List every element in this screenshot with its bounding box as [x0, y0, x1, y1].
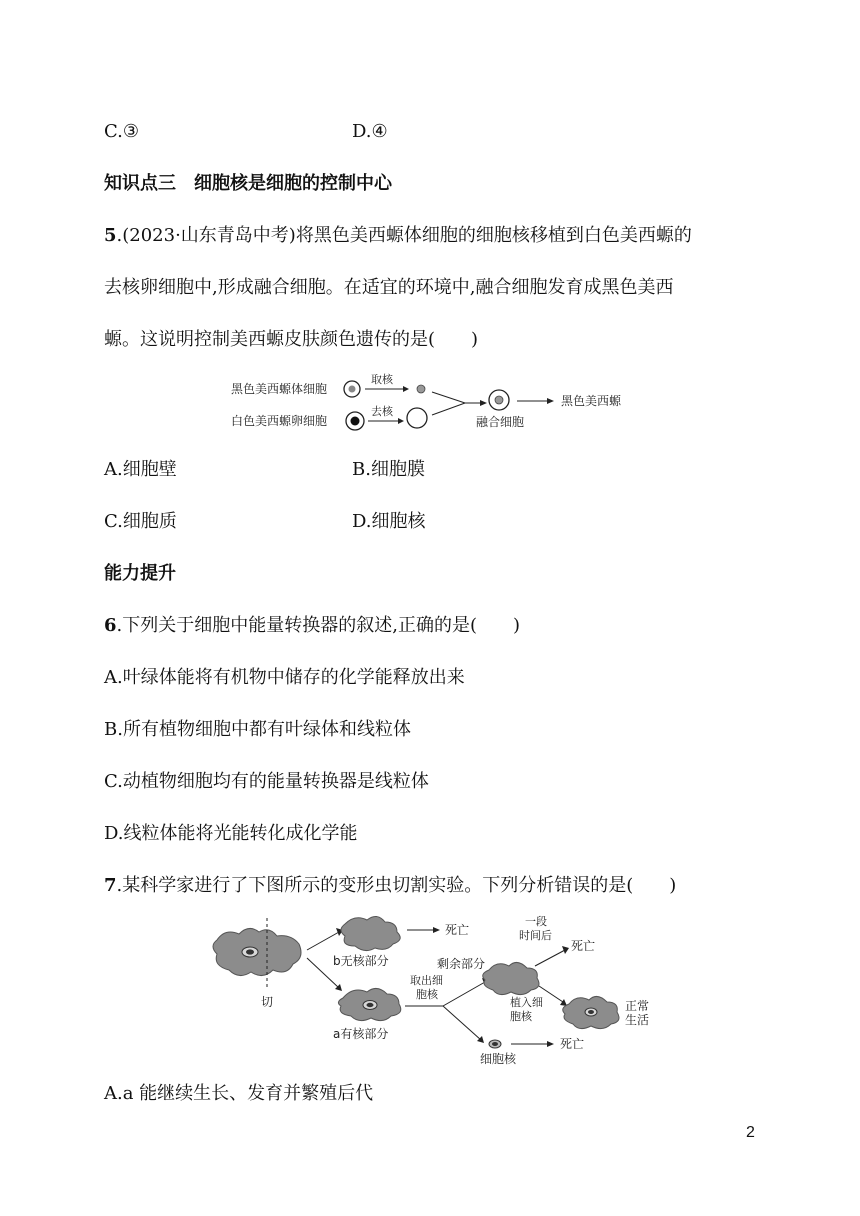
taken-nucleus — [417, 385, 425, 393]
q6-stem — [104, 614, 520, 638]
arrow-take-head — [403, 386, 409, 392]
label-result: 黑色美西螈 — [561, 394, 622, 408]
page-number: 2 — [746, 1124, 755, 1141]
q5-stem-line2: 去核卵细胞中,形成融合细胞。在适宜的环境中,融合细胞发育成黑色美西 — [104, 277, 674, 298]
a-part-nucleus-core — [367, 1003, 374, 1007]
b-to-death-head — [433, 927, 440, 933]
q7-text: .某科学家进行了下图所示的变形虫切割实验。下列分析错误的是( ) — [116, 875, 677, 896]
q7-number: 7 — [104, 875, 117, 896]
label-implant-2: 胞核 — [510, 1010, 532, 1023]
label-death3: 死亡 — [560, 1037, 585, 1051]
label-cut: 切 — [261, 995, 274, 1009]
label-normal-1: 正常 — [625, 999, 650, 1013]
remaining-to-death-head — [562, 946, 569, 954]
label-normal-2: 生活 — [625, 1013, 650, 1027]
q5-text-line1: .(2023·山东青岛中考)将黑色美西螈体细胞的细胞核移植到白色美西螈的 — [116, 225, 692, 246]
isolated-nucleus-core — [492, 1042, 498, 1046]
branch-to-b — [307, 932, 339, 950]
label-take-nucleus-2: 胞核 — [416, 988, 438, 1001]
nuclear-transfer-diagram — [225, 370, 645, 434]
label-period-2: 时间后 — [519, 929, 552, 942]
q5-option-d: D.细胞核 — [352, 511, 426, 532]
remaining-to-death-line — [535, 950, 565, 966]
q5-stem-line3: 螈。这说明控制美西螈皮肤颜色遗传的是( ) — [104, 329, 479, 350]
fused-cell-nucleus — [495, 396, 503, 404]
enucleated-egg — [407, 408, 427, 428]
label-take-nucleus-1: 取出细 — [410, 974, 443, 987]
label-white-egg: 白色美西螈卵细胞 — [231, 414, 328, 428]
label-death2: 死亡 — [571, 939, 596, 953]
q5-stem-line1 — [104, 224, 692, 248]
label-a-part: a有核部分 — [333, 1027, 389, 1041]
label-implant-1: 植入细 — [510, 996, 543, 1009]
section-heading: 知识点三 细胞核是细胞的控制中心 — [104, 173, 392, 194]
q6-option-a: A.叶绿体能将有机物中储存的化学能释放出来 — [104, 667, 465, 688]
ability-heading: 能力提升 — [104, 563, 176, 584]
merge-arrow-head — [480, 400, 487, 406]
black-cell-nucleus — [349, 386, 356, 393]
label-death1: 死亡 — [445, 923, 470, 937]
merge-line-top — [432, 392, 465, 403]
amoeba-experiment-diagram — [205, 910, 665, 1070]
q6-option-b: B.所有植物细胞中都有叶绿体和线粒体 — [104, 719, 411, 740]
q4-option-d: D.④ — [352, 121, 388, 142]
to-remaining-line — [443, 982, 485, 1006]
q6-number: 6 — [104, 615, 117, 636]
label-fused-cell: 融合细胞 — [476, 415, 525, 429]
merge-line-bottom — [432, 403, 465, 415]
q5-option-b: B.细胞膜 — [352, 459, 425, 480]
healthy-nucleus-core — [588, 1010, 594, 1014]
original-nucleus-core — [246, 949, 254, 954]
q6-option-c: C.动植物细胞均有的能量转换器是线粒体 — [104, 771, 429, 792]
label-take-nucleus: 取核 — [371, 373, 393, 386]
q5-option-a: A.细胞壁 — [104, 459, 177, 480]
egg-cell-nucleus — [351, 417, 360, 426]
q7-stem — [104, 874, 676, 898]
arrow-remove-head — [398, 418, 404, 424]
q7-option-a: A.a 能继续生长、发育并繁殖后代 — [104, 1083, 374, 1104]
label-black-cell: 黑色美西螈体细胞 — [231, 382, 328, 396]
q5-number: 5 — [104, 225, 117, 246]
q4-option-c: C.③ — [104, 121, 139, 142]
label-remaining: 剩余部分 — [437, 957, 486, 971]
b-part-amoeba — [341, 916, 400, 950]
q5-option-c: C.细胞质 — [104, 511, 177, 532]
to-nucleus-line — [443, 1006, 481, 1040]
q6-option-d: D.线粒体能将光能转化成化学能 — [104, 823, 358, 844]
label-remove-nucleus: 去核 — [371, 405, 393, 418]
remaining-amoeba — [483, 962, 539, 994]
label-nucleus: 细胞核 — [480, 1052, 517, 1066]
develop-arrow-head — [547, 398, 554, 404]
nucleus-to-death-head — [547, 1041, 554, 1047]
q6-text: .下列关于细胞中能量转换器的叙述,正确的是( ) — [116, 615, 521, 636]
label-period-1: 一段 — [525, 915, 547, 928]
label-b-part: b无核部分 — [333, 954, 389, 968]
